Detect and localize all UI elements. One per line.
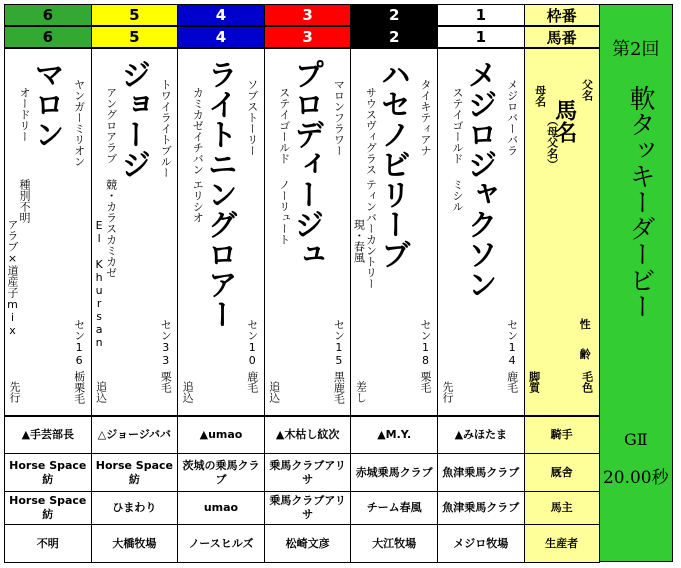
breeder-cell: 大江牧場 [350,524,438,563]
waku-number-cell: 3 [264,4,352,26]
race-title: 軟タッキーダービー [625,85,656,319]
coat-color: 鹿毛 [505,371,519,393]
sex-age: セン16 [72,319,86,367]
sire-name: マロンフラワー [332,79,346,156]
owner-cell: チーム春風 [350,491,438,525]
coat-color: 栗毛 [159,371,173,393]
coat-color: 栗毛 [418,371,432,393]
legend-column [524,48,600,416]
jockey-cell: ▲手芸部長 [4,416,92,454]
horse-column[interactable] [4,48,92,416]
dam-name: ステイゴールド [277,87,291,164]
waku-label: 枠番 [524,4,600,26]
horse-name: プロディージュ [288,59,324,269]
sire-name: ヤンガーミリオン [72,79,86,167]
dam-name: カミカゼイチバン [191,87,205,175]
race-round: 第2回 [612,39,660,60]
stable-cell: 魚津乗馬クラブ [437,453,525,492]
horse-column[interactable] [437,48,525,416]
running-style: 追込 [267,381,281,403]
jockey-cell: ▲みほたま [437,416,525,454]
dam-sire-name: ノーリュート [277,179,291,245]
waku-number-cell: 4 [177,4,265,26]
stable-cell: 茨城の乗馬クラブ [177,453,265,492]
running-style: 先行 [8,381,21,403]
breed-note: El Khursan [92,219,106,349]
horse-name: マロン [28,59,64,149]
horse-number-cell: 3 [264,26,352,48]
horse-name: ジョージ [115,59,151,179]
dam-name: ステイゴールド [451,87,464,164]
legend-mother-father: （母父名） [545,115,559,170]
breed-note: アラブ×道産子mix [6,219,19,337]
horse-column[interactable] [264,48,352,416]
waku-number-cell: 6 [4,4,92,26]
horse-number-cell: 2 [350,26,438,48]
horse-name: ハセノビリーブ [374,59,410,269]
dam-sire-name: ミシル [451,179,464,212]
horse-name: メジロジャクソン [461,59,497,299]
legend-breeder: 生産者 [524,524,600,563]
horse-number-cell: 1 [437,26,525,48]
coat-color: 鹿毛 [245,371,259,393]
jockey-cell: ▲木枯し紋次 [264,416,352,454]
legend-sex: 性 [579,318,591,331]
legend-age: 齢 [579,348,591,361]
jockey-cell: ▲umao [177,416,265,454]
owner-cell: 魚津乗馬クラブ [437,491,525,525]
race-grade: GⅡ [623,430,648,449]
stable-cell: 乗馬クラブアリサ [264,453,352,492]
uma-label: 馬番 [524,26,600,48]
legend-mother: 母名 [533,85,547,107]
owner-cell: umao [177,491,265,525]
sire-name: ソブストーリー [245,79,259,156]
breeder-cell: メジロ牧場 [437,524,525,563]
waku-number-cell: 5 [91,4,179,26]
legend-horse-name: 馬名 [551,99,577,143]
breeder-cell: 大橋牧場 [91,524,179,563]
breeder-cell: 松崎文彦 [264,524,352,563]
horse-number-cell: 4 [177,26,265,48]
dam-sire-name: 競・カラスカミカゼ [104,179,118,278]
coat-color: 栃栗毛 [72,371,86,404]
race-card [4,4,673,562]
coat-color: 黒鹿毛 [332,371,346,404]
horse-number-cell: 5 [91,26,179,48]
owner-cell: Horse Space紡 [4,491,92,525]
owner-cell: ひまわり [91,491,179,525]
sex-age: セン18 [418,319,432,367]
running-style: 差し [354,381,368,403]
dam-name: オードリー [18,87,31,142]
waku-number-cell: 2 [350,4,438,26]
sire-name: メジロバーバラ [505,79,519,156]
legend-owner: 馬主 [524,491,600,525]
legend-father: 父名 [580,79,594,101]
horse-column[interactable] [91,48,179,416]
waku-number-cell: 1 [437,4,525,26]
legend-coat: 毛色 [580,371,594,393]
race-time: 20.00秒 [602,468,669,488]
jockey-cell: △ジョージババ [91,416,179,454]
owner-cell: 乗馬クラブアリサ [264,491,352,525]
horse-number-cell: 6 [4,26,92,48]
breed-note: 現・春風 [352,219,366,263]
running-style: 先行 [441,381,454,403]
dam-name: アングロアラブ [104,87,118,164]
breeder-cell: 不明 [4,524,92,563]
legend-jockey: 騎手 [524,416,600,454]
running-style: 追込 [181,381,195,403]
sex-age: セン14 [505,319,519,367]
horse-column[interactable] [350,48,438,416]
jockey-cell: ▲M.Y. [350,416,438,454]
dam-sire-name: 種別不明 [18,179,31,223]
horse-name: ライトニングロアー [201,59,237,329]
race-info-panel [599,4,673,562]
dam-sire-name: ティンバーカントリー [364,179,378,289]
stable-cell: Horse Space紡 [91,453,179,492]
legend-style: 脚質 [527,371,541,393]
sex-age: セン33 [159,319,173,367]
dam-name: サウスヴィグラス [364,87,378,175]
sire-name: トワイライトブルー [159,79,173,178]
breeder-cell: ノースヒルズ [177,524,265,563]
sex-age: セン15 [332,319,346,367]
sire-name: タイキティアナ [418,79,432,156]
legend-stable: 厩舎 [524,453,600,492]
running-style: 追込 [94,381,108,403]
stable-cell: Horse Space紡 [4,453,92,492]
sex-age: セン10 [245,319,259,367]
dam-sire-name: エリシオ [191,179,205,223]
horse-column[interactable] [177,48,265,416]
stable-cell: 赤城乗馬クラブ [350,453,438,492]
